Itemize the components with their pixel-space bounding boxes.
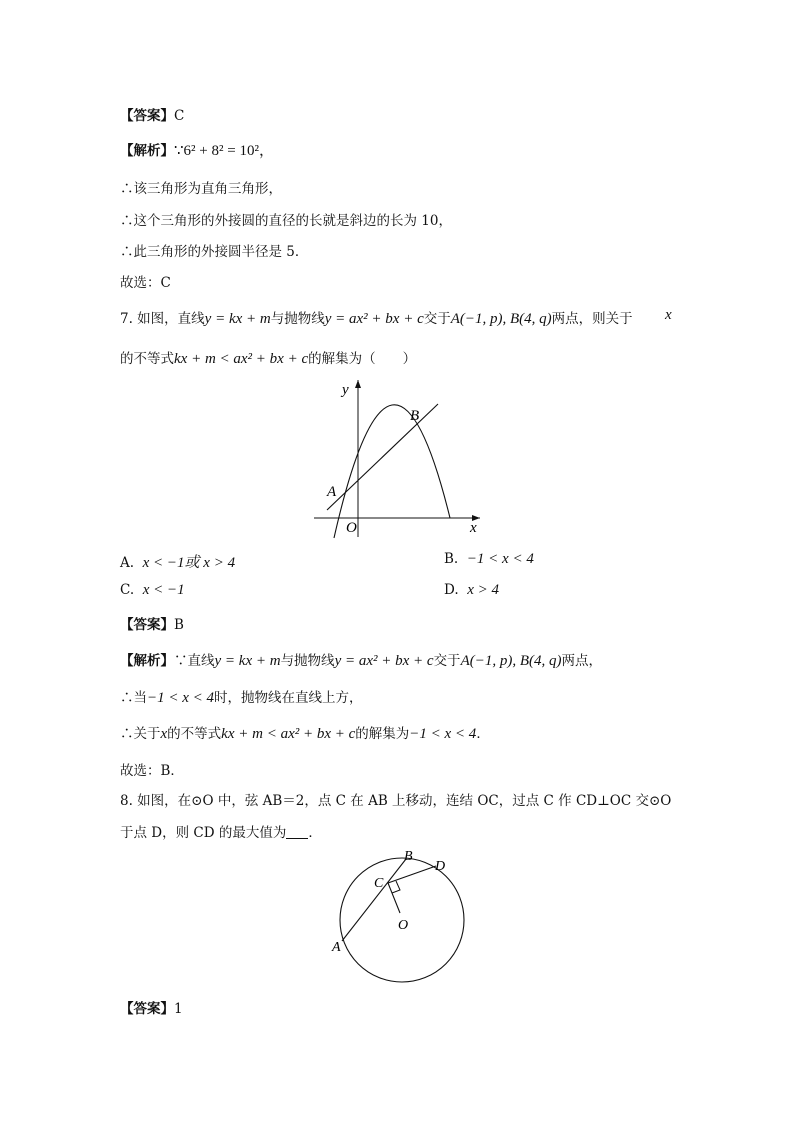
answer-blank — [286, 826, 308, 839]
answer-value: C — [174, 108, 185, 124]
analysis-text: ∴当 — [120, 690, 147, 706]
analysis-inequality: kx + m < ax² + bx + c — [221, 726, 356, 742]
option-letter: B. — [444, 551, 459, 567]
q7-option-c[interactable] — [120, 582, 185, 599]
q6-analysis-line-2: ∴该三角形为直角三角形， — [120, 181, 282, 197]
analysis-tag: 【解析】 — [120, 653, 174, 669]
point-a-label: A — [327, 484, 337, 500]
answer-tag: 【答案】 — [120, 1001, 174, 1017]
analysis-points: A(−1, p), B(4, q) — [460, 653, 562, 669]
option-letter: C. — [120, 582, 135, 598]
point-d-label: D — [435, 859, 446, 874]
q7-conclusion: 故选：B． — [120, 763, 184, 779]
point-o-label: O — [398, 918, 409, 933]
right-angle-mark — [392, 881, 400, 893]
q8-stem-text: ． — [308, 825, 322, 841]
q7-stem-line-1 — [120, 307, 672, 328]
analysis-text: 的解集为 — [355, 726, 410, 742]
analysis-text: 与抛物线 — [280, 653, 335, 669]
q8-stem-line-1: 8. 如图，在⊙O 中，弦 AB＝2，点 C 在 AB 上移动，连结 OC，过点 C 作 CD⊥OC 交⊙O — [120, 793, 672, 809]
option-text: −1 < x < 4 — [466, 551, 534, 567]
segment-cd — [388, 866, 436, 883]
analysis-line-eq: y = kx + m — [214, 653, 281, 669]
q6-conclusion: 故选：C — [120, 275, 171, 291]
analysis-text: ∵6² + 8² = 10²， — [174, 143, 274, 159]
y-axis-label: y — [342, 382, 349, 398]
q7-stem-line-2 — [120, 347, 416, 368]
chord-ab — [342, 859, 409, 941]
analysis-tag: 【解析】 — [120, 143, 174, 159]
q7-stem-text: 交于 — [423, 311, 451, 327]
analysis-text: 两点， — [561, 653, 602, 669]
option-letter: D. — [444, 582, 459, 598]
analysis-text: 的不等式 — [167, 726, 222, 742]
analysis-text: ． — [476, 726, 490, 742]
analysis-text: 时，抛物线在直线上方， — [214, 690, 363, 706]
answer-value: 1 — [174, 1001, 183, 1017]
x-axis-label: x — [470, 520, 477, 536]
q7-stem-text: 的解集为（ ） — [308, 351, 417, 367]
q6-analysis-line-3: ∴这个三角形的外接圆的直径的长就是斜边的长为 10， — [120, 213, 452, 229]
q7-option-b[interactable] — [444, 551, 534, 568]
answer-tag: 【答案】 — [120, 108, 174, 124]
point-b-label: B — [404, 849, 413, 864]
q7-line-eq: y = kx + m — [204, 311, 271, 327]
q7-parabola-eq: y = ax² + bx + c — [324, 311, 424, 327]
q7-answer-line — [120, 613, 184, 633]
y-axis-arrow — [355, 380, 361, 388]
q7-var-x: x — [665, 307, 672, 323]
analysis-range: −1 < x < 4 — [409, 726, 477, 742]
analysis-text: 交于 — [433, 653, 461, 669]
q8-stem-text: 于点 D，则 CD 的最大值为 — [120, 825, 287, 841]
q8-answer-line — [120, 997, 183, 1017]
q7-points: A(−1, p), B(4, q) — [450, 311, 552, 327]
analysis-text: ∵直线 — [174, 653, 215, 669]
analysis-var-x: x — [160, 726, 168, 742]
q7-analysis-line-1 — [120, 649, 602, 670]
q7-stem-text: 与抛物线 — [270, 311, 325, 327]
q7-inequality: kx + m < ax² + bx + c — [174, 351, 309, 367]
q8-stem-line-2 — [120, 821, 322, 841]
analysis-parabola-eq: y = ax² + bx + c — [334, 653, 434, 669]
point-a-label: A — [332, 940, 341, 955]
q7-analysis-line-2 — [120, 686, 363, 707]
answer-tag: 【答案】 — [120, 617, 174, 633]
q7-figure — [300, 372, 500, 542]
segment-oc — [388, 883, 400, 913]
q7-stem-text: 的不等式 — [120, 351, 174, 367]
q7-option-d[interactable] — [444, 582, 499, 599]
q7-stem-text: 7. 如图，直线 — [120, 311, 205, 327]
q6-analysis-line-1 — [120, 139, 274, 160]
option-text: x < −1或 x > 4 — [142, 555, 236, 571]
straight-line — [327, 404, 438, 510]
option-text: x < −1 — [142, 582, 185, 598]
option-letter: A. — [120, 555, 135, 571]
q7-option-a[interactable] — [120, 551, 235, 572]
analysis-text: ∴关于 — [120, 726, 161, 742]
origin-label: O — [346, 520, 357, 536]
point-b-label: B — [410, 408, 420, 424]
analysis-range: −1 < x < 4 — [147, 690, 215, 706]
answer-value: B — [174, 617, 184, 633]
q7-stem-text: 两点，则关于 — [551, 311, 633, 327]
q6-answer-line — [120, 104, 184, 124]
option-text: x > 4 — [467, 582, 500, 598]
q6-analysis-line-4: ∴此三角形的外接圆半径是 5． — [120, 244, 309, 260]
point-c-label: C — [374, 876, 384, 891]
q7-analysis-line-3 — [120, 722, 490, 743]
q8-figure — [320, 845, 480, 990]
